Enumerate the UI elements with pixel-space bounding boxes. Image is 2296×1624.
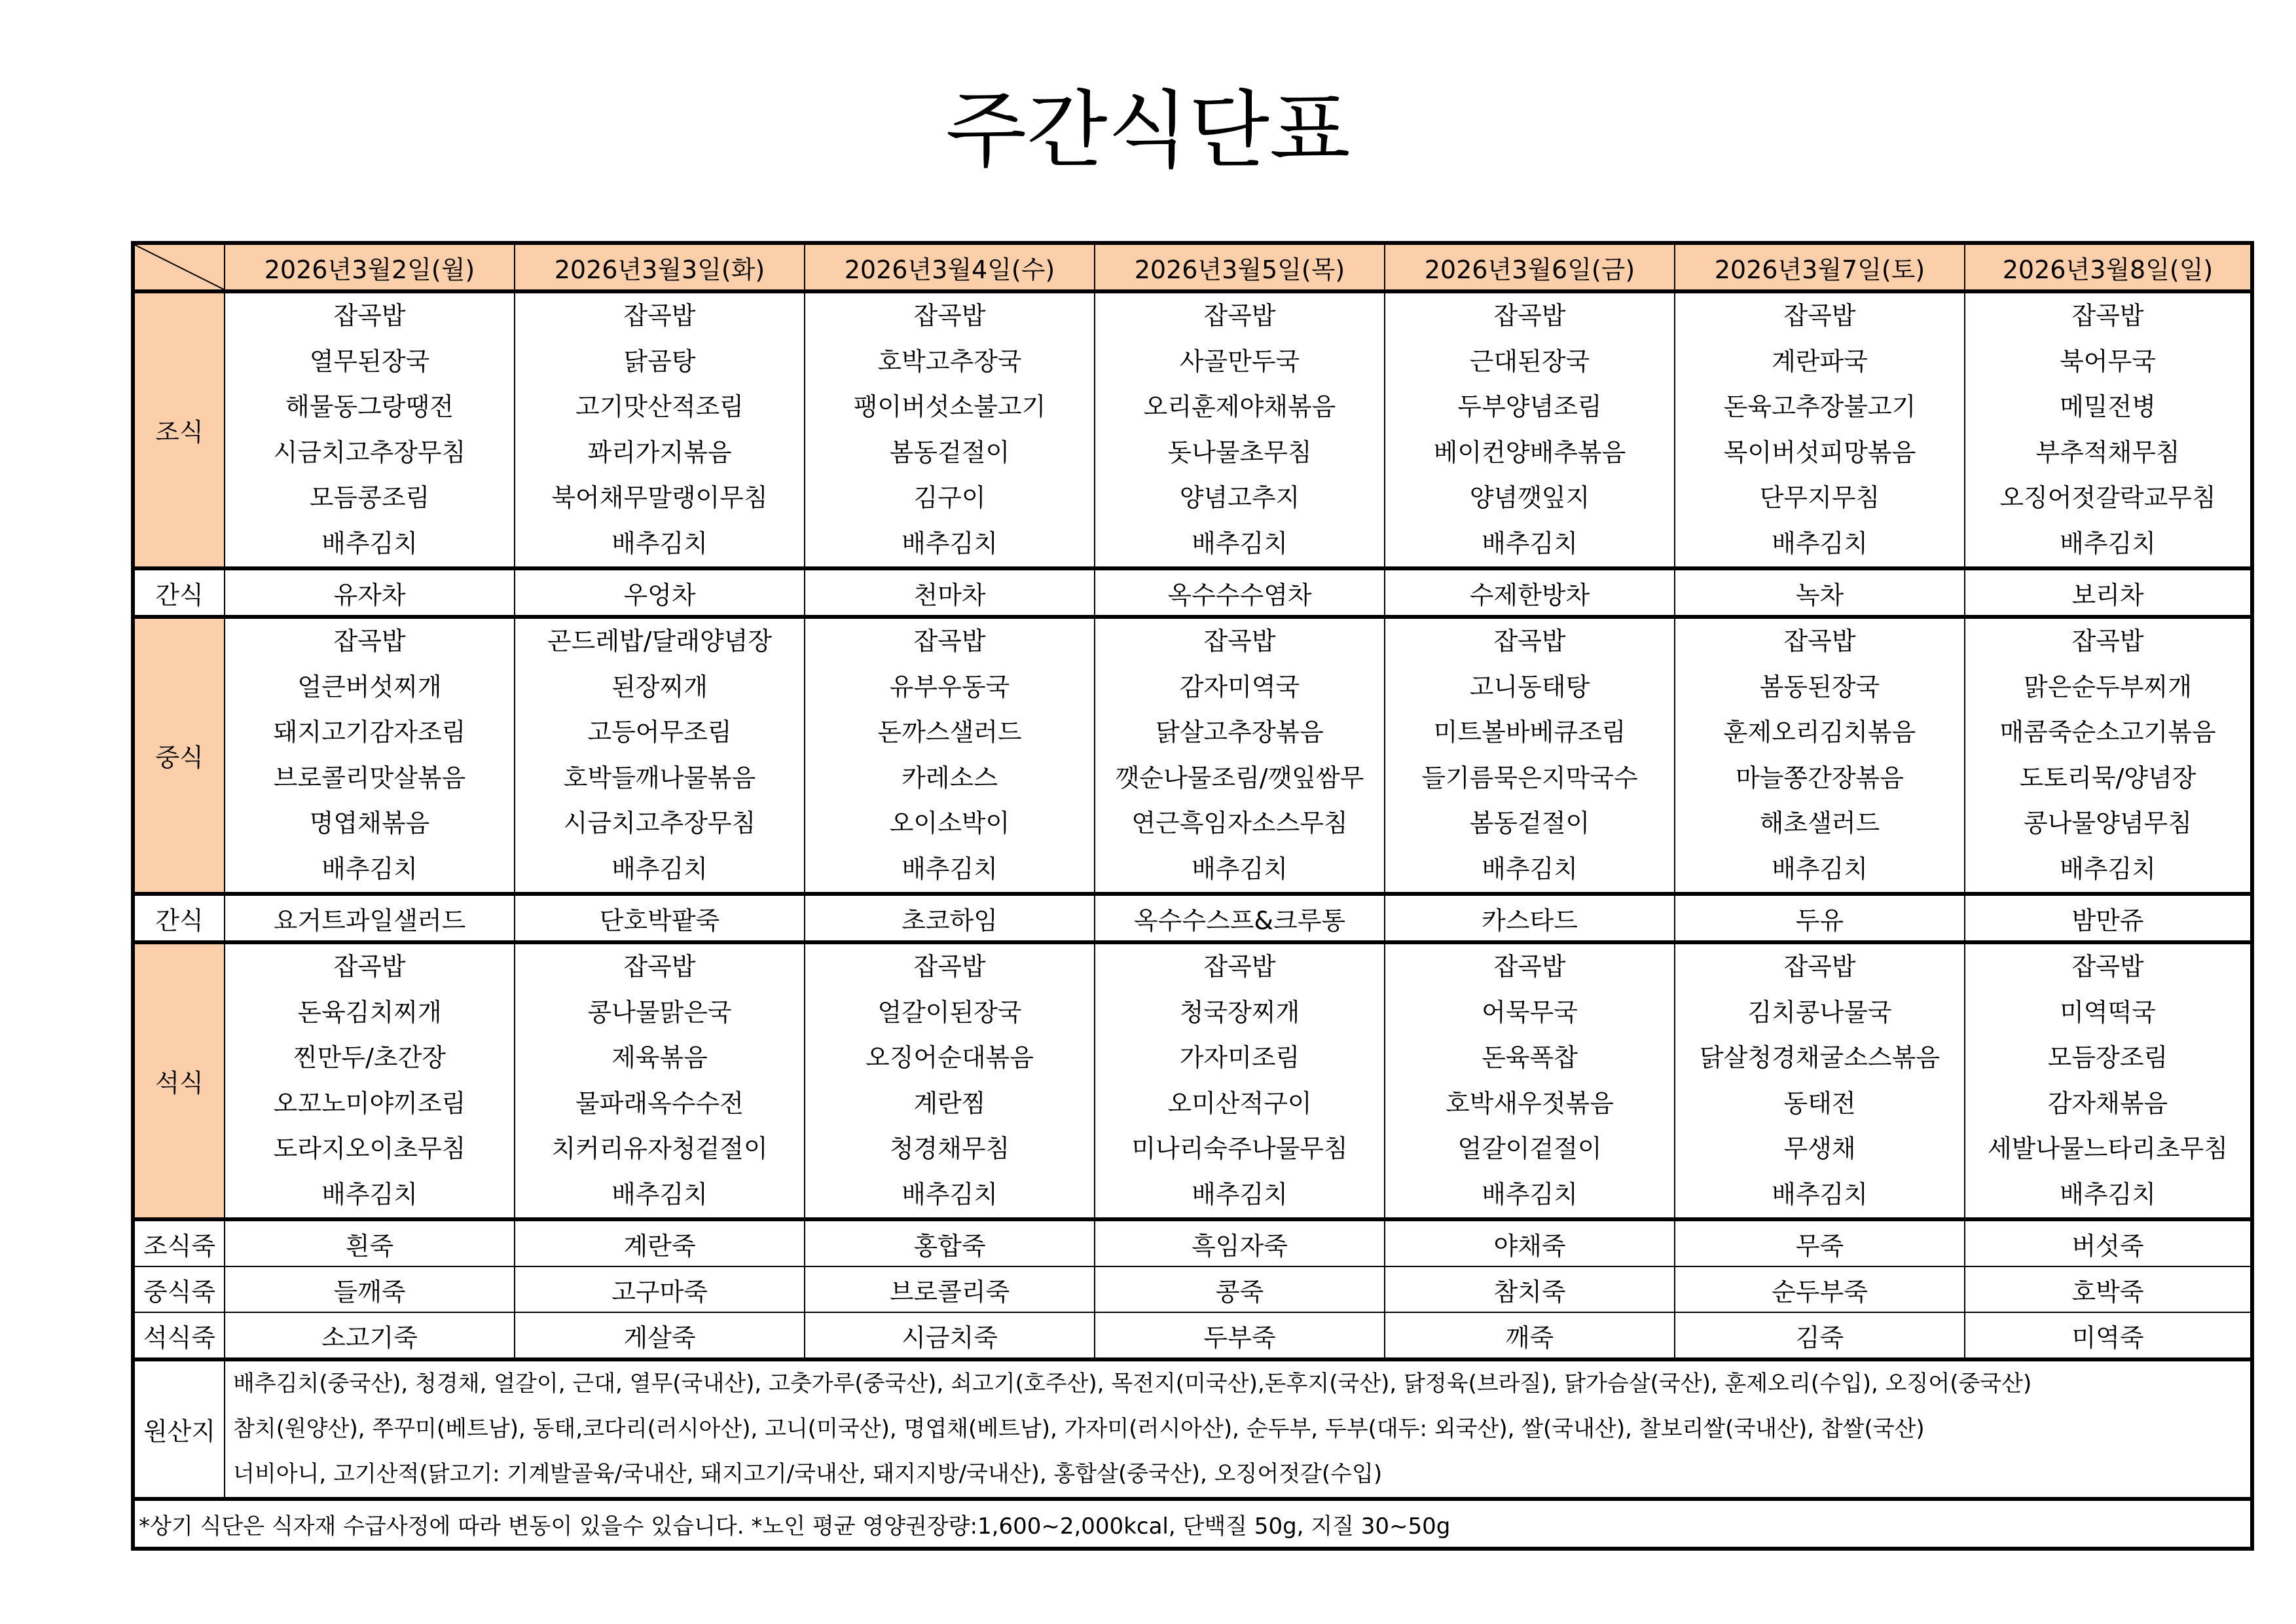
dish-item: 명엽채볶음	[309, 809, 430, 838]
dish-item: 잡곡밥	[1203, 301, 1276, 330]
afternoon-snack-item: 밤만쥬	[1965, 894, 2252, 942]
dish-item: 닭살고추장볶음	[1156, 718, 1324, 747]
dish-item: 팽이버섯소불고기	[853, 392, 1046, 421]
afternoon-snack-item: 옥수수스프&크루통	[1095, 894, 1385, 942]
dinner-day-cell	[225, 942, 515, 1219]
dinner-porridge-item: 시금치죽	[805, 1312, 1095, 1359]
morning-snack-item: 옥수수수염차	[1095, 568, 1385, 617]
dish-item: 모듬장조림	[2047, 1043, 2168, 1072]
dish-item: 잡곡밥	[1203, 952, 1276, 981]
dish-item: 두부양념조림	[1457, 392, 1602, 421]
dish-item: 김구이	[913, 483, 986, 512]
dish-item: 연근흑임자소스무침	[1131, 809, 1348, 838]
dish-item: 콩나물맑은국	[587, 997, 732, 1027]
dish-item: 봄동겉절이	[1469, 809, 1590, 838]
dish-item: 도토리묵/양념장	[2019, 763, 2196, 792]
breakfast-day-cell	[515, 291, 805, 568]
corner-diagonal-cell	[133, 243, 225, 291]
lunch-label: 중식	[133, 617, 225, 894]
dish-item: 봄동된장국	[1759, 672, 1880, 701]
morning-snack-item: 수제한방차	[1385, 568, 1675, 617]
dish-item: 콩나물양념무침	[2024, 809, 2192, 838]
dish-item: 도라지오이초무침	[273, 1134, 466, 1163]
dish-item: 감자미역국	[1179, 672, 1300, 701]
dinner-porridge-item: 깨죽	[1385, 1312, 1675, 1359]
dish-item: 미역떡국	[2060, 997, 2156, 1027]
dish-item: 배추김치	[1482, 1179, 1578, 1209]
dish-item: 배추김치	[1192, 528, 1288, 558]
afternoon-snack-item: 초코하임	[805, 894, 1095, 942]
breakfast-day-cell	[805, 291, 1095, 568]
dish-item: 모듬콩조림	[309, 483, 430, 512]
dish-item: 찐만두/초간장	[293, 1043, 446, 1072]
lunch-day-cell	[1675, 617, 1965, 894]
dish-item: 배추김치	[611, 1179, 708, 1209]
dinner-day-cell	[805, 942, 1095, 1219]
lunch-row	[133, 617, 2252, 894]
dish-item: 오꼬노미야끼조림	[273, 1088, 466, 1118]
note-row	[133, 1499, 2252, 1549]
dish-item: 돈육폭찹	[1482, 1043, 1578, 1072]
dinner-porridge-item: 미역죽	[1965, 1312, 2252, 1359]
origin-line: 참치(원양산), 쭈꾸미(베트남), 동태,코다리(러시아산), 고니(미국산), 명엽채(베트남), 가자미(러시아산), 순두부, 두부(대두: 외국산), 쌀(국내산), 찰보리쌀(국내산), 찹쌀(국산)	[233, 1416, 1925, 1442]
breakfast-porridge-item: 계란죽	[515, 1219, 805, 1266]
dish-item: 베이컨양배추볶음	[1433, 437, 1626, 467]
dish-item: 미트볼바베큐조림	[1433, 718, 1626, 747]
dish-item: 오미산적구이	[1167, 1088, 1312, 1118]
dinner-day-cell	[1675, 942, 1965, 1219]
morning-snack-row	[133, 568, 2252, 617]
dish-item: 꽈리가지볶음	[587, 437, 732, 467]
lunch-day-cell	[1385, 617, 1675, 894]
lunch-porridge-label: 중식죽	[133, 1266, 225, 1312]
dish-item: 얼큰버섯찌개	[297, 672, 442, 701]
dish-item: 배추김치	[321, 854, 418, 883]
dinner-porridge-item: 김죽	[1675, 1312, 1965, 1359]
dish-item: 미나리숙주나물무침	[1131, 1134, 1348, 1163]
dish-item: 된장찌개	[611, 672, 708, 701]
dish-item: 세발나물느타리초무침	[1987, 1134, 2229, 1163]
dish-item: 배추김치	[2060, 854, 2156, 883]
dish-item: 잡곡밥	[913, 301, 986, 330]
page-title: 주간식단표	[945, 82, 1351, 179]
dish-item: 잡곡밥	[1783, 952, 1856, 981]
dinner-porridge-label: 석식죽	[133, 1312, 225, 1359]
dish-item: 잡곡밥	[913, 952, 986, 981]
dish-item: 부추적채무침	[2035, 437, 2180, 467]
dinner-day-cell	[1095, 942, 1385, 1219]
dinner-label: 석식	[133, 942, 225, 1219]
dinner-porridge-item: 게살죽	[515, 1312, 805, 1359]
dish-item: 얼갈이된장국	[877, 997, 1022, 1027]
breakfast-porridge-item: 무죽	[1675, 1219, 1965, 1266]
dish-item: 얼갈이겉절이	[1457, 1134, 1602, 1163]
dish-item: 청국장찌개	[1179, 997, 1300, 1027]
morning-snack-item: 유자차	[225, 568, 515, 617]
dish-item: 근대된장국	[1469, 346, 1590, 376]
dish-item: 메밀전병	[2060, 392, 2156, 421]
dish-item: 단무지무침	[1759, 483, 1880, 512]
dish-item: 훈제오리김치볶음	[1723, 718, 1916, 747]
footnote: *상기 식단은 식자재 수급사정에 따라 변동이 있을수 있습니다. *노인 평균 영양권장량:1,600~2,000kcal, 단백질 50g, 지질 30~50g	[133, 1499, 2252, 1549]
lunch-day-cell	[515, 617, 805, 894]
dish-item: 들기름묵은지막국수	[1421, 763, 1638, 792]
dish-item: 해물동그랑땡전	[285, 392, 454, 421]
dish-item: 잡곡밥	[623, 301, 696, 330]
date-header: 2026년3월2일(월)	[225, 243, 515, 291]
dish-item: 잡곡밥	[2071, 627, 2144, 655]
dish-item: 돈육김치찌개	[297, 997, 442, 1027]
morning-snack-item: 녹차	[1675, 568, 1965, 617]
dish-item: 잡곡밥	[2071, 301, 2144, 330]
date-header: 2026년3월6일(금)	[1385, 243, 1675, 291]
lunch-day-cell	[225, 617, 515, 894]
lunch-day-cell	[805, 617, 1095, 894]
lunch-porridge-item: 호박죽	[1965, 1266, 2252, 1312]
dish-item: 호박고추장국	[877, 346, 1022, 376]
dish-item: 배추김치	[1772, 854, 1868, 883]
breakfast-day-cell	[1385, 291, 1675, 568]
dish-item: 계란파국	[1772, 346, 1868, 376]
breakfast-day-cell	[1965, 291, 2252, 568]
breakfast-day-cell	[225, 291, 515, 568]
dish-item: 고등어무조림	[587, 718, 732, 747]
dish-item: 오이소박이	[889, 809, 1010, 838]
weekly-menu-table	[131, 241, 2254, 1551]
origin-line: 너비아니, 고기산적(닭고기: 기계발골육/국내산, 돼지고기/국내산, 돼지지방/국내산), 홍합살(중국산), 오징어젓갈(수입)	[233, 1461, 1383, 1487]
dish-item: 배추김치	[611, 854, 708, 883]
dish-item: 호박새우젓볶음	[1446, 1088, 1614, 1118]
lunch-day-cell	[1965, 617, 2252, 894]
breakfast-day-cell	[1095, 291, 1385, 568]
dish-item: 돗나물초무침	[1167, 437, 1312, 467]
morning-snack-label: 간식	[133, 568, 225, 617]
dish-item: 닭살청경채굴소스볶음	[1699, 1043, 1941, 1072]
dish-item: 오리훈제야채볶음	[1143, 392, 1336, 421]
afternoon-snack-label: 간식	[133, 894, 225, 942]
dinner-day-cell	[515, 942, 805, 1219]
dish-item: 배추김치	[321, 528, 418, 558]
breakfast-porridge-label: 조식죽	[133, 1219, 225, 1266]
dish-item: 감자채볶음	[2047, 1088, 2168, 1118]
date-header: 2026년3월7일(토)	[1675, 243, 1965, 291]
dinner-porridge-item: 두부죽	[1095, 1312, 1385, 1359]
dish-item: 고기맛산적조림	[575, 392, 744, 421]
date-header: 2026년3월8일(일)	[1965, 243, 2252, 291]
afternoon-snack-item: 요거트과일샐러드	[225, 894, 515, 942]
dish-item: 가자미조림	[1179, 1043, 1300, 1072]
dish-item: 유부우동국	[889, 672, 1010, 701]
dinner-day-cell	[1965, 942, 2252, 1219]
dish-item: 오징어순대볶음	[866, 1043, 1034, 1072]
dish-item: 돈육고추장불고기	[1723, 392, 1916, 421]
dish-item: 사골만두국	[1179, 346, 1300, 376]
dinner-row	[133, 942, 2252, 1219]
dish-item: 양념깻잎지	[1469, 483, 1590, 512]
origin-label: 원산지	[133, 1359, 225, 1499]
dish-item: 양념고추지	[1179, 483, 1300, 512]
dish-item: 잡곡밥	[2071, 952, 2144, 981]
origin-text-cell	[225, 1359, 2252, 1499]
dish-item: 배추김치	[1772, 1179, 1868, 1209]
dish-item: 잡곡밥	[623, 952, 696, 981]
dinner-day-cell	[1385, 942, 1675, 1219]
dish-item: 물파래옥수수전	[575, 1088, 744, 1118]
breakfast-day-cell	[1675, 291, 1965, 568]
lunch-porridge-item: 브로콜리죽	[805, 1266, 1095, 1312]
date-header: 2026년3월4일(수)	[805, 243, 1095, 291]
dish-item: 잡곡밥	[1203, 627, 1276, 655]
date-header: 2026년3월5일(목)	[1095, 243, 1385, 291]
dish-item: 계란찜	[913, 1088, 986, 1118]
lunch-porridge-row	[133, 1266, 2252, 1312]
date-header-row	[133, 243, 2252, 291]
dish-item: 김치콩나물국	[1747, 997, 1892, 1027]
dish-item: 잡곡밥	[333, 952, 406, 981]
breakfast-porridge-row	[133, 1219, 2252, 1266]
breakfast-row	[133, 291, 2252, 568]
dish-item: 잡곡밥	[333, 301, 406, 330]
dish-item: 잡곡밥	[1783, 627, 1856, 655]
dish-item: 시금치고추장무침	[563, 809, 756, 838]
dish-item: 고니동태탕	[1469, 672, 1590, 701]
date-header: 2026년3월3일(화)	[515, 243, 805, 291]
dish-item: 맑은순두부찌개	[2024, 672, 2192, 701]
lunch-porridge-item: 순두부죽	[1675, 1266, 1965, 1312]
dish-item: 잡곡밥	[1783, 301, 1856, 330]
lunch-porridge-item: 콩죽	[1095, 1266, 1385, 1312]
dish-item: 닭곰탕	[623, 346, 696, 376]
dish-item: 돈까스샐러드	[877, 718, 1022, 747]
dish-item: 목이버섯피망볶음	[1723, 437, 1916, 467]
afternoon-snack-row	[133, 894, 2252, 942]
dish-item: 북어무국	[2060, 346, 2156, 376]
dish-item: 카레소스	[902, 763, 998, 792]
breakfast-porridge-item: 야채죽	[1385, 1219, 1675, 1266]
dish-item: 배추김치	[2060, 528, 2156, 558]
breakfast-porridge-item: 흑임자죽	[1095, 1219, 1385, 1266]
dish-item: 배추김치	[1192, 1179, 1288, 1209]
dish-item: 배추김치	[1482, 528, 1578, 558]
afternoon-snack-item: 단호박팥죽	[515, 894, 805, 942]
dish-item: 시금치고추장무침	[273, 437, 466, 467]
lunch-porridge-item: 참치죽	[1385, 1266, 1675, 1312]
breakfast-porridge-item: 홍합죽	[805, 1219, 1095, 1266]
origin-line: 배추김치(중국산), 청경채, 얼갈이, 근대, 열무(국내산), 고춧가루(중국산), 쇠고기(호주산), 목전지(미국산),돈후지(국산), 닭정육(브라질), 닭가슴살(국산), 훈제오리(수입), 오징어(중국산)	[233, 1371, 2032, 1397]
dish-item: 배추김치	[611, 528, 708, 558]
dish-item: 잡곡밥	[1493, 952, 1566, 981]
dish-item: 제육볶음	[611, 1043, 708, 1072]
breakfast-porridge-item: 흰죽	[225, 1219, 515, 1266]
dinner-porridge-row	[133, 1312, 2252, 1359]
dish-item: 북어채무말랭이무침	[551, 483, 768, 512]
dish-item: 열무된장국	[309, 346, 430, 376]
dish-item: 호박들깨나물볶음	[563, 763, 756, 792]
dish-item: 매콤죽순소고기볶음	[1999, 718, 2216, 747]
breakfast-porridge-item: 버섯죽	[1965, 1219, 2252, 1266]
dish-item: 브로콜리맛살볶음	[273, 763, 466, 792]
dish-item: 돼지고기감자조림	[273, 718, 466, 747]
dish-item: 치커리유자청겉절이	[551, 1134, 768, 1163]
dish-item: 배추김치	[902, 1179, 998, 1209]
dish-item: 깻순나물조림/깻잎쌈무	[1115, 763, 1364, 792]
dish-item: 배추김치	[1482, 854, 1578, 883]
dish-item: 어묵무국	[1482, 997, 1578, 1027]
dinner-porridge-item: 소고기죽	[225, 1312, 515, 1359]
dish-item: 무생채	[1783, 1134, 1856, 1163]
lunch-porridge-item: 고구마죽	[515, 1266, 805, 1312]
dish-item: 청경채무침	[889, 1134, 1010, 1163]
breakfast-label: 조식	[133, 291, 225, 568]
dish-item: 배추김치	[321, 1179, 418, 1209]
afternoon-snack-item: 카스타드	[1385, 894, 1675, 942]
dish-item: 배추김치	[1772, 528, 1868, 558]
dish-item: 잡곡밥	[333, 627, 406, 655]
morning-snack-item: 천마차	[805, 568, 1095, 617]
dish-item: 배추김치	[2060, 1179, 2156, 1209]
dish-item: 마늘쫑간장볶음	[1736, 763, 1904, 792]
dish-item: 해초샐러드	[1759, 809, 1880, 838]
dish-item: 잡곡밥	[1493, 627, 1566, 655]
origin-row	[133, 1359, 2252, 1499]
dish-item: 오징어젓갈락교무침	[1999, 483, 2216, 512]
afternoon-snack-item: 두유	[1675, 894, 1965, 942]
lunch-day-cell	[1095, 617, 1385, 894]
dish-item: 동태전	[1783, 1088, 1856, 1118]
dish-item: 곤드레밥/달래양념장	[547, 627, 773, 655]
dish-item: 잡곡밥	[913, 627, 986, 655]
dish-item: 배추김치	[902, 854, 998, 883]
morning-snack-item: 우엉차	[515, 568, 805, 617]
lunch-porridge-item: 들깨죽	[225, 1266, 515, 1312]
diagonal-line-icon	[135, 245, 224, 289]
dish-item: 잡곡밥	[1493, 301, 1566, 330]
morning-snack-item: 보리차	[1965, 568, 2252, 617]
dish-item: 봄동겉절이	[889, 437, 1010, 467]
dish-item: 배추김치	[902, 528, 998, 558]
dish-item: 배추김치	[1192, 854, 1288, 883]
